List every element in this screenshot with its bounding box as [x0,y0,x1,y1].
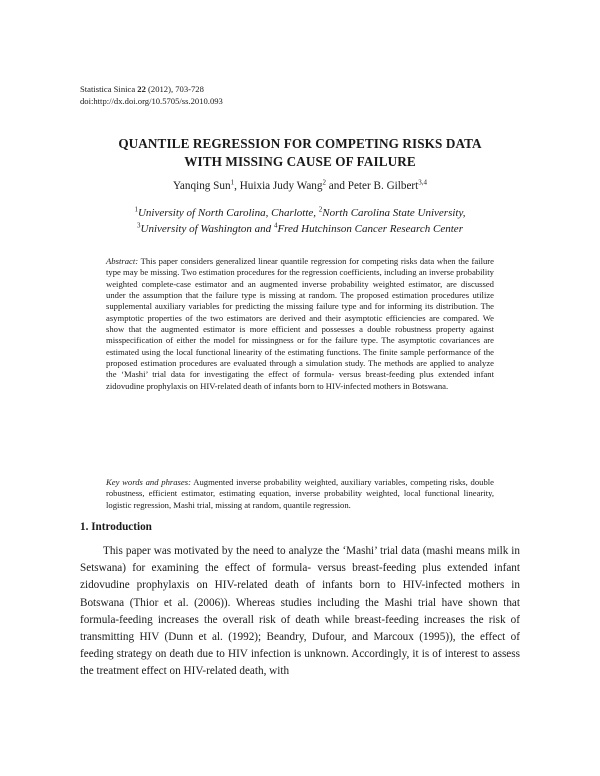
journal-volume: 22 [137,84,146,94]
author-3: and Peter B. Gilbert [325,180,419,192]
abstract-label: Abstract: [106,256,139,266]
affiliations [60,205,540,237]
affiliation-line-1: $^1$University of North Carolina, Charlotte, $^2$North Carolina State University, [134,205,466,219]
author-list: Yanqing Sun$^1$, Huixia Judy Wang$^2$ and Peter B. Gilbert$^{3,4}$ [172,178,428,192]
title-line-2: WITH MISSING CAUSE OF FAILURE [184,154,416,169]
doi-link[interactable]: doi:http://dx.doi.org/10.5705/ss.2010.093 [80,95,223,106]
section-heading: 1. Introduction [80,521,152,533]
paper-title [60,135,540,171]
abstract [106,256,494,392]
journal-header [80,84,223,107]
keywords-text: Augmented inverse probability weighted, auxiliary variables, competing risks, double robustness, efficient estimator, estimating equation, inverse probability weighted, local functional linearity, logistic regression, Mashi trial, missing at random, quantile regression. [106,477,494,510]
intro-paragraph: This paper was motivated by the need to analyze the ‘Mashi’ trial data (mashi means milk in Setswana) for examining the effect of formula- versus breast-feeding plus extended infant zidovudine prophylaxis on HIV-related death of infants born to HIV-infected mothers in Botswana (Thior et al. (2006)). Whereas studies including the Mashi trial have shown that formula-feeding increases the overall risk of death while breast-feeding increases the risk of transmitting HIV (Dunn et al. (1992); Beandry, Dufour, and Marcoux (1995)), the effect of feeding strategy on death due to HIV infection is unknown. Accordingly, it is of interest to assess the treatment effect on HIV-related death, with [80,545,520,678]
journal-citation: Statistica Sinica 22 (2012), 703-728 [80,84,204,94]
author-1: Yanqing Sun [172,180,231,192]
keywords-label: Key words and phrases: [106,477,191,487]
title-line-1: QUANTILE REGRESSION FOR COMPETING RISKS DATA [118,136,482,151]
keywords [106,477,494,511]
abstract-text: This paper considers generalized linear quantile regression for competing risks data when the failure type may be missing. Two estimation procedures for the regression coefficients, including an inverse probability weighted complete-case estimator and an augmented inverse probability weighted estimator, are discussed under the assumption that the failure type is missing at random. The proposed estimation procedures utilize supplemental auxiliary variables for predicting the missing failure type and for informing its distribution. The asymptotic properties of the two estimators are derived and their asymptotic efficiencies are compared. We show that the augmented estimator is more efficient and possesses a double robustness property against misspecification of either the model for missingness or for the failure type. The asymptotic covariances are estimated using the local functional linearity of the estimating functions. The finite sample performance of the proposed estimation procedures are evaluated through a simulation study. The methods are applied to analyze the ‘Mashi’ trial data for investigating the effect of formula- versus breast-feeding plus extended infant zidovudine prophylaxis on HIV-related death of infants born to HIV-infected mothers in Botswana. [106,256,494,391]
author-2: , Huixia Judy Wang [234,180,323,192]
affiliation-line-2: $^3$University of Washington and $^4$Fred Hutchinson Cancer Research Center [137,221,463,235]
